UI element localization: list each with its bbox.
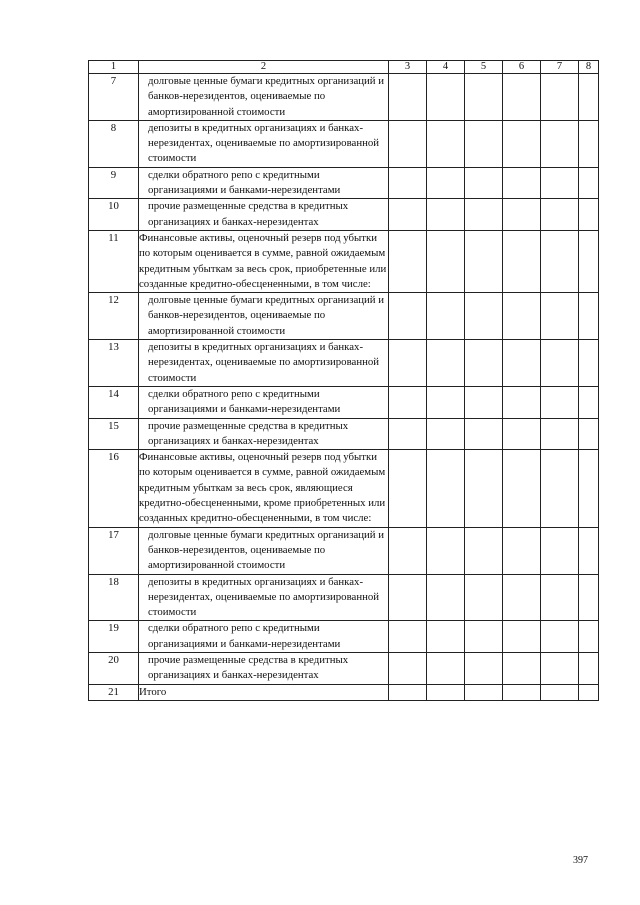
row-description: Итого [139,684,389,700]
table-row [89,450,599,527]
column-header-4: 4 [427,61,465,74]
row-number: 21 [89,684,139,700]
table-row [89,293,599,340]
row-number: 18 [89,574,139,621]
value-cell-col-7 [541,684,579,700]
value-cell-col-5 [465,340,503,387]
value-cell-col-8 [579,450,599,527]
report-table [88,60,599,701]
value-cell-col-4 [427,199,465,231]
value-cell-col-5 [465,293,503,340]
value-cell-col-7 [541,450,579,527]
value-cell-col-6 [503,120,541,167]
value-cell-col-6 [503,199,541,231]
value-cell-col-4 [427,574,465,621]
row-number: 12 [89,293,139,340]
row-description: депозиты в кредитных организациях и банках-нерезидентах, оцениваемые по амортизированной стоимости [139,120,389,167]
value-cell-col-5 [465,684,503,700]
value-cell-col-5 [465,418,503,450]
value-cell-col-5 [465,386,503,418]
value-cell-col-8 [579,230,599,292]
column-header-7: 7 [541,61,579,74]
value-cell-col-8 [579,527,599,574]
value-cell-col-7 [541,120,579,167]
value-cell-col-7 [541,386,579,418]
row-number: 16 [89,450,139,527]
value-cell-col-7 [541,527,579,574]
table-row [89,230,599,292]
value-cell-col-6 [503,527,541,574]
value-cell-col-5 [465,199,503,231]
value-cell-col-6 [503,418,541,450]
table-row [89,418,599,450]
value-cell-col-4 [427,684,465,700]
value-cell-col-8 [579,621,599,653]
value-cell-col-5 [465,652,503,684]
value-cell-col-4 [427,74,465,121]
table-row [89,684,599,700]
row-number: 20 [89,652,139,684]
table-row [89,527,599,574]
value-cell-col-3 [389,340,427,387]
table-row [89,167,599,199]
value-cell-col-3 [389,199,427,231]
value-cell-col-4 [427,418,465,450]
row-number: 7 [89,74,139,121]
column-header-5: 5 [465,61,503,74]
value-cell-col-8 [579,199,599,231]
value-cell-col-7 [541,74,579,121]
value-cell-col-3 [389,386,427,418]
value-cell-col-5 [465,527,503,574]
row-number: 10 [89,199,139,231]
value-cell-col-7 [541,230,579,292]
value-cell-col-5 [465,450,503,527]
value-cell-col-6 [503,386,541,418]
value-cell-col-6 [503,652,541,684]
value-cell-col-5 [465,74,503,121]
table-body [89,74,599,701]
value-cell-col-5 [465,621,503,653]
value-cell-col-7 [541,340,579,387]
value-cell-col-8 [579,418,599,450]
row-description: Финансовые активы, оценочный резерв под убытки по которым оценивается в сумме, равной ожидаемым кредитным убыткам за весь срок, являющиеся кредитно-обесцененными, кроме приобретенных или созданных кредитно-обесцененными, в том числе: [139,450,389,527]
value-cell-col-8 [579,684,599,700]
value-cell-col-8 [579,340,599,387]
row-description: долговые ценные бумаги кредитных организаций и банков-нерезидентов, оцениваемые по амортизированной стоимости [139,293,389,340]
value-cell-col-4 [427,340,465,387]
value-cell-col-8 [579,293,599,340]
value-cell-col-6 [503,684,541,700]
value-cell-col-4 [427,167,465,199]
value-cell-col-7 [541,199,579,231]
value-cell-col-3 [389,621,427,653]
value-cell-col-5 [465,167,503,199]
value-cell-col-4 [427,621,465,653]
value-cell-col-3 [389,167,427,199]
value-cell-col-8 [579,574,599,621]
value-cell-col-8 [579,74,599,121]
value-cell-col-6 [503,74,541,121]
header-row [89,61,599,74]
table-row [89,386,599,418]
value-cell-col-4 [427,652,465,684]
value-cell-col-8 [579,120,599,167]
value-cell-col-8 [579,652,599,684]
value-cell-col-6 [503,340,541,387]
table-row [89,574,599,621]
column-header-2: 2 [139,61,389,74]
column-header-3: 3 [389,61,427,74]
row-description: долговые ценные бумаги кредитных организаций и банков-нерезидентов, оцениваемые по амортизированной стоимости [139,74,389,121]
value-cell-col-4 [427,230,465,292]
column-header-6: 6 [503,61,541,74]
value-cell-col-3 [389,230,427,292]
value-cell-col-6 [503,167,541,199]
value-cell-col-7 [541,652,579,684]
value-cell-col-3 [389,574,427,621]
value-cell-col-3 [389,450,427,527]
value-cell-col-6 [503,574,541,621]
value-cell-col-5 [465,120,503,167]
value-cell-col-4 [427,386,465,418]
column-header-1: 1 [89,61,139,74]
value-cell-col-3 [389,120,427,167]
value-cell-col-4 [427,293,465,340]
value-cell-col-3 [389,74,427,121]
value-cell-col-7 [541,293,579,340]
row-description: долговые ценные бумаги кредитных организаций и банков-нерезидентов, оцениваемые по амортизированной стоимости [139,527,389,574]
row-description: сделки обратного репо с кредитными организациями и банками-нерезидентами [139,621,389,653]
row-number: 9 [89,167,139,199]
value-cell-col-4 [427,527,465,574]
page-number: 397 [573,855,588,866]
value-cell-col-3 [389,652,427,684]
row-number: 19 [89,621,139,653]
value-cell-col-7 [541,418,579,450]
value-cell-col-4 [427,120,465,167]
value-cell-col-5 [465,574,503,621]
table-row [89,74,599,121]
value-cell-col-7 [541,621,579,653]
value-cell-col-3 [389,684,427,700]
row-description: прочие размещенные средства в кредитных организациях и банках-нерезидентах [139,199,389,231]
value-cell-col-6 [503,621,541,653]
row-number: 15 [89,418,139,450]
value-cell-col-4 [427,450,465,527]
value-cell-col-3 [389,293,427,340]
value-cell-col-6 [503,293,541,340]
row-number: 14 [89,386,139,418]
row-number: 17 [89,527,139,574]
value-cell-col-3 [389,527,427,574]
value-cell-col-7 [541,574,579,621]
row-description: депозиты в кредитных организациях и банках-нерезидентах, оцениваемые по амортизированной стоимости [139,574,389,621]
table-row [89,199,599,231]
row-description: сделки обратного репо с кредитными организациями и банками-нерезидентами [139,386,389,418]
table-row [89,340,599,387]
value-cell-col-8 [579,386,599,418]
value-cell-col-6 [503,450,541,527]
column-header-8: 8 [579,61,599,74]
value-cell-col-5 [465,230,503,292]
row-description: Финансовые активы, оценочный резерв под убытки по которым оценивается в сумме, равной ожидаемым кредитным убыткам за весь срок, приобретенные или созданные кредитно-обесцененными, в том числе: [139,230,389,292]
table-row [89,652,599,684]
value-cell-col-3 [389,418,427,450]
value-cell-col-8 [579,167,599,199]
table-row [89,621,599,653]
row-description: прочие размещенные средства в кредитных организациях и банках-нерезидентах [139,418,389,450]
row-description: сделки обратного репо с кредитными организациями и банками-нерезидентами [139,167,389,199]
table-row [89,120,599,167]
value-cell-col-7 [541,167,579,199]
row-number: 11 [89,230,139,292]
row-description: прочие размещенные средства в кредитных организациях и банках-нерезидентах [139,652,389,684]
row-number: 13 [89,340,139,387]
row-description: депозиты в кредитных организациях и банках-нерезидентах, оцениваемые по амортизированной стоимости [139,340,389,387]
row-number: 8 [89,120,139,167]
value-cell-col-6 [503,230,541,292]
